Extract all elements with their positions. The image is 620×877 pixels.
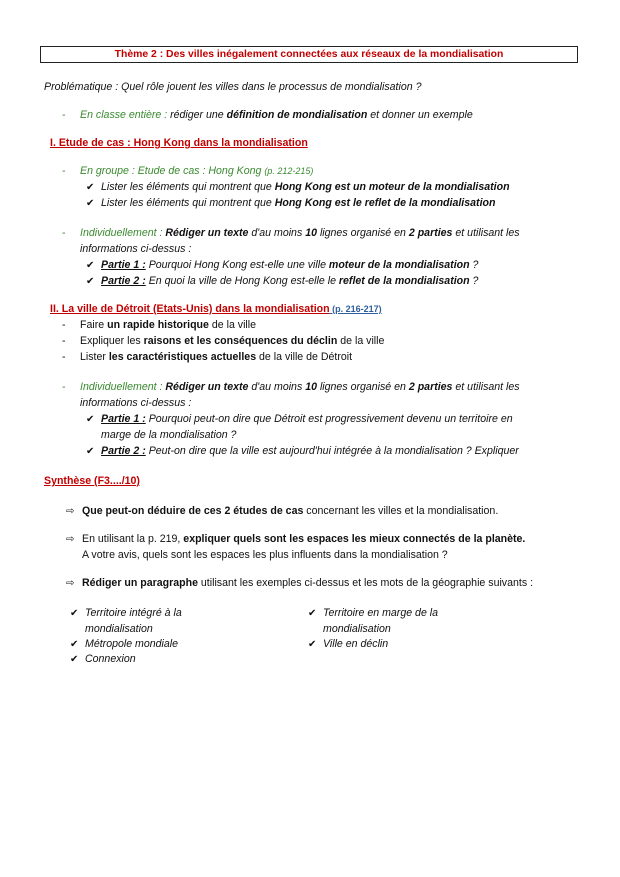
section-1-group-line [62, 164, 313, 179]
partie-2-label: Partie 2 : [101, 275, 146, 287]
partie-1-label: Partie 1 : [101, 413, 146, 425]
partie-2-text: Peut-on dire que la ville est aujourd'hui intégrée à la mondialisation ? Expliquer [145, 445, 519, 457]
check-icon: ✔ [70, 654, 79, 666]
individual-bold-2: 10 [305, 227, 317, 239]
partie-2-text: En quoi la ville de Hong Kong est-elle le [145, 275, 339, 287]
section-2-heading-line [50, 302, 382, 317]
section-1-partie-2 [86, 274, 478, 290]
individual-text-1: d'au moins [248, 381, 306, 393]
synthese-question-2 [66, 532, 525, 548]
individual-bold-3: 2 parties [408, 381, 453, 393]
check-1-text: Lister les éléments qui montrent que [101, 181, 275, 193]
word-text: Métropole mondiale [85, 637, 179, 650]
partie-2-bold: reflet de la mondialisation [338, 275, 470, 287]
section-1-check-2 [86, 196, 495, 212]
dash-bullet: - [62, 381, 66, 393]
partie-1-end: ? [469, 259, 479, 271]
word-text: Territoire en marge de la [323, 607, 439, 619]
check-icon: ✔ [70, 638, 79, 650]
word-text: mondialisation [323, 622, 391, 635]
dash-bullet: - [62, 351, 66, 363]
check-1-bold: Hong Kong est un moteur de la mondialisation [274, 181, 510, 193]
word-text: mondialisation [85, 622, 153, 635]
section-1-individual-line [62, 226, 520, 241]
word-item-continued [70, 622, 182, 637]
section-2-partie-2 [86, 444, 519, 460]
check-icon: ✔ [86, 198, 95, 209]
dash-bullet: - [62, 165, 66, 177]
check-2-bold: Hong Kong est le reflet de la mondialisation [274, 197, 496, 209]
word-item [70, 637, 182, 653]
item-2-bold: raisons et les conséquences du déclin [143, 335, 338, 347]
group-pages: (p. 212-215) [264, 166, 314, 176]
intro-line [62, 108, 473, 123]
section-2-item-2 [62, 334, 384, 349]
check-icon: ✔ [308, 608, 317, 619]
arrow-right-icon: ⇨ [66, 534, 75, 545]
dash-bullet: - [62, 335, 66, 347]
synthese-question-3 [66, 576, 533, 592]
intro-bold: définition de mondialisation [226, 109, 368, 121]
individual-text-2: lignes organisé en [317, 227, 409, 239]
check-icon: ✔ [86, 446, 95, 457]
section-2-item-3 [62, 350, 352, 365]
intro-label: En classe entière : [80, 109, 168, 121]
partie-2-label: Partie 2 : [101, 445, 146, 457]
word-item-continued [308, 622, 438, 637]
section-2-individual-line-2: informations ci-dessus : [80, 397, 192, 409]
individual-text-3: et utilisant les [452, 227, 520, 239]
word-text: Ville en déclin [323, 637, 389, 650]
intro-text-2: et donner un exemple [367, 109, 473, 121]
partie-2-end: ? [469, 275, 479, 287]
partie-1-text: Pourquoi Hong Kong est-elle une ville [145, 259, 329, 271]
individual-text-3: et utilisant les [452, 381, 520, 393]
word-item [70, 652, 182, 668]
partie-1-text: Pourquoi peut-on dire que Détroit est progressivement devenu un territoire en [145, 413, 513, 425]
dash-bullet: - [62, 109, 66, 121]
dash-bullet: - [62, 319, 66, 331]
page-title: Thème 2 : Des villes inégalement connectées aux réseaux de la mondialisation [40, 46, 578, 63]
check-icon: ✔ [86, 260, 95, 271]
arrow-right-icon: ⇨ [66, 506, 75, 517]
intro-text-1: rédiger une [167, 109, 227, 121]
section-2-partie-1 [86, 412, 513, 428]
word-text: Connexion [85, 653, 136, 666]
check-2-text: Lister les éléments qui montrent que [101, 197, 275, 209]
synthese-heading: Synthèse (F3..../10) [44, 475, 140, 487]
item-1-bold: un rapide historique [107, 319, 209, 331]
question-3-text: utilisant les exemples ci-dessus et les mots de la géographie suivants : [197, 577, 534, 589]
question-3-bold: Rédiger un paragraphe [82, 577, 198, 589]
words-left-column [70, 606, 182, 668]
item-3-bold: les caractéristiques actuelles [108, 351, 257, 363]
question-2-bold: expliquer quels sont les espaces les mieux connectés de la planète. [183, 533, 526, 545]
item-1-end: de la ville [208, 319, 257, 331]
dash-bullet: - [62, 227, 66, 239]
individual-label: Individuellement : [80, 381, 163, 393]
section-1-check-1 [86, 180, 510, 196]
individual-bold-1: Rédiger un texte [162, 227, 249, 239]
synthese-question-1 [66, 504, 498, 520]
arrow-right-icon: ⇨ [66, 578, 75, 589]
question-2-text: En utilisant la p. 219, [82, 533, 184, 545]
check-icon: ✔ [70, 608, 79, 619]
item-2-end: de la ville [337, 335, 385, 347]
word-text: Territoire intégré à la [85, 607, 182, 619]
word-item [70, 606, 182, 622]
individual-text-2: lignes organisé en [317, 381, 409, 393]
section-1-partie-1 [86, 258, 478, 274]
words-right-column [308, 606, 438, 652]
individual-label: Individuellement : [80, 227, 163, 239]
check-icon: ✔ [86, 182, 95, 193]
section-2-partie-1-line-2: marge de la mondialisation ? [101, 429, 237, 441]
item-3-end: de la ville de Détroit [256, 351, 353, 363]
partie-1-bold: moteur de la mondialisation [328, 259, 470, 271]
question-1-text: concernant les villes et la mondialisation. [303, 505, 499, 517]
section-1-heading: I. Etude de cas : Hong Kong dans la mondialisation [50, 137, 308, 149]
section-2-pages: (p. 216-217) [329, 304, 382, 314]
check-icon: ✔ [86, 414, 95, 425]
individual-text-1: d'au moins [248, 227, 306, 239]
individual-bold-2: 10 [305, 381, 317, 393]
item-2-text: Expliquer les [80, 335, 144, 347]
problematique: Problématique : Quel rôle jouent les villes dans le processus de mondialisation ? [44, 81, 422, 93]
word-item [308, 606, 438, 622]
section-2-item-1 [62, 318, 256, 333]
individual-bold-3: 2 parties [408, 227, 453, 239]
group-label: En groupe : Etude de cas : Hong Kong [80, 165, 265, 177]
section-1-individual-line-2: informations ci-dessus : [80, 243, 192, 255]
question-1-bold: Que peut-on déduire de ces 2 études de cas [82, 505, 304, 517]
partie-1-label: Partie 1 : [101, 259, 146, 271]
item-3-text: Lister [80, 351, 109, 363]
individual-bold-1: Rédiger un texte [162, 381, 249, 393]
section-2-heading: II. La ville de Détroit (Etats-Unis) dans la mondialisation [50, 303, 330, 315]
synthese-question-2-line-2: A votre avis, quels sont les espaces les plus influents dans la mondialisation ? [82, 549, 448, 561]
item-1-text: Faire [80, 319, 108, 331]
check-icon: ✔ [86, 276, 95, 287]
word-item [308, 637, 438, 653]
section-2-individual-line [62, 380, 520, 395]
check-icon: ✔ [308, 638, 317, 650]
